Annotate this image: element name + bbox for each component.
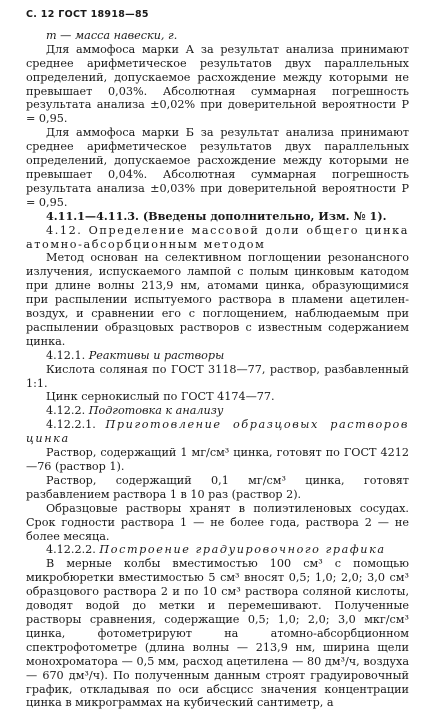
method-paragraph: Метод основан на селективном поглощении резонансного излучения, испускаемого лампой с полым цинковым катодом при длине волны 213,9 нм, атомами цинка, образующимися при распылении испытуемого раствора в пламени ацетилен-воздух, и сравнении его с поглощением, наблюдаемым при распылении образцовых растворов с известным содержанием цинка. xyxy=(26,251,409,348)
subsection-title: Подготовка к анализу xyxy=(88,404,224,418)
subsection-title: Построение градуировочного графика xyxy=(99,543,386,557)
subsection-4-12-2-1 xyxy=(26,418,409,446)
paragraph-grade-b: Для аммофоса марки Б за результат анализа принимают среднее арифметическое результатов двух параллельных определений, допускаемое расхождение между которыми не превышает 0,04%. Абсолютная суммарная погрешность результата анализа ±0,03% при доверительной вероятности P = 0,95. xyxy=(26,126,409,209)
reagent-item: Цинк сернокислый по ГОСТ 4174—77. xyxy=(46,390,275,404)
subsection-number: 4.12.2.1. xyxy=(46,418,96,432)
subsection-4-12-1 xyxy=(26,349,409,363)
subsection-4-12-2 xyxy=(26,404,409,418)
storage-paragraph: Образцовые растворы хранят в полиэтиленовых сосудах. Срок годности раствора 1 — не более года, раствора 2 — не более месяца. xyxy=(26,501,409,543)
subsection-4-12-2-2 xyxy=(26,543,409,557)
subsection-number: 4.12.1. xyxy=(46,348,86,362)
section-heading-4-12: 4.12. Определение массовой доли общего цинка атомно-абсорбционным методом xyxy=(26,223,409,251)
page-header: С. 12 ГОСТ 18918—85 xyxy=(26,9,149,20)
solution-1-paragraph: Раствор, содержащий 1 мг/см³ цинка, готовят по ГОСТ 4212—76 (раствор 1). xyxy=(26,446,409,473)
amendment-note: 4.11.1—4.11.3. (Введены дополнительно, Изм. № 1). xyxy=(46,208,387,223)
variable-definition: m — масса навески, г. xyxy=(46,28,178,42)
paragraph-grade-a: Для аммофоса марки А за результат анализа принимают среднее арифметическое результатов двух параллельных определений, допускаемое расхождение между которыми не превышает 0,03%. Абсолютная суммарная погрешность результата анализа ±0,02% при доверительной вероятности P = 0,95. xyxy=(26,42,409,126)
subsection-number: 4.12.2.2. xyxy=(46,543,96,557)
subsection-number: 4.12.2. xyxy=(46,404,86,418)
subsection-title: Реактивы и растворы xyxy=(88,348,225,362)
calibration-paragraph: В мерные колбы вместимостью 100 см³ с помощью микробюретки вместимостью 5 см³ вносят 0,5; 1,0; 2,0; 3,0 см³ образцового раствора 2 и по 10 см³ раствора соляной кислоты, доводят водой до метки и перемешивают. Полученные растворы сравнения, содержащие 0,5; 1,0; 2,0; 3,0 мкг/см³ цинка, фотометрируют на атомно-абсорбционном спектрофотометре (длина волны — 213,9 нм, ширина щели монохроматора — 0,5 мм, расход ацетилена — 80 дм³/ч, воздуха — 670 дм³/ч). По полученным данным строят градуировочный график, откладывая по оси абсцисс значения концентрации цинка в микрограммах на кубический сантиметр, а xyxy=(26,557,409,710)
subsection-title: Приготовление образцовых растворов цинка xyxy=(26,418,409,446)
solution-2-paragraph: Раствор, содержащий 0,1 мг/см³ цинка, готовят разбавлением раствора 1 в 10 раз (раствор 2). xyxy=(26,473,409,501)
reagent-item: Кислота соляная по ГОСТ 3118—77, раствор, разбавленный 1:1. xyxy=(26,362,409,390)
